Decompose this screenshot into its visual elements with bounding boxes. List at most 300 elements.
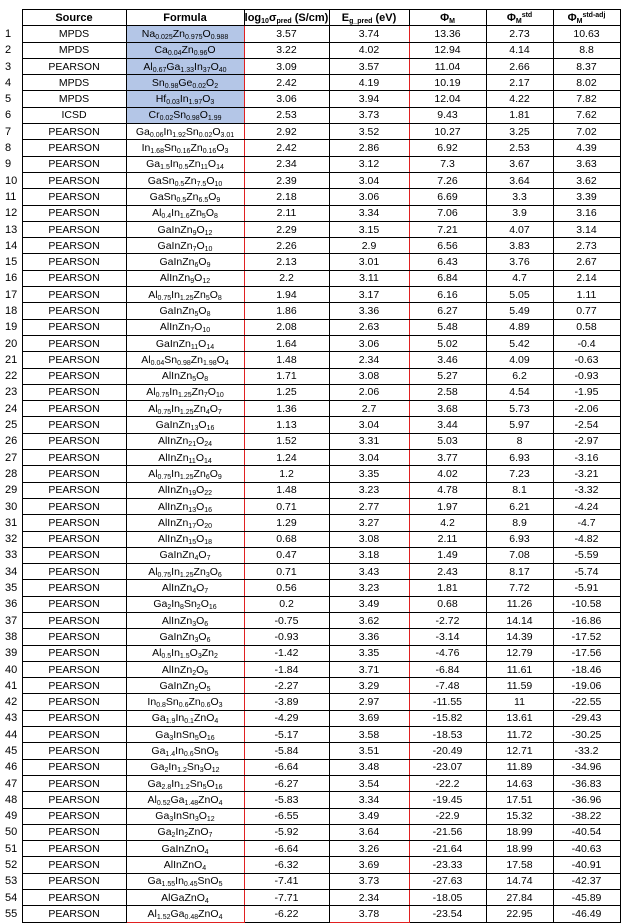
table-row	[3, 384, 620, 400]
source-cell: PEARSON	[22, 727, 126, 743]
log-conductivity-cell: 2.29	[244, 221, 329, 237]
formula-cell	[126, 612, 244, 628]
formula-element: ZnO	[198, 907, 219, 920]
bandgap-cell: 4.02	[329, 42, 409, 58]
bandgap-cell: 2.77	[329, 498, 409, 514]
log-conductivity-cell: 2.39	[244, 172, 329, 188]
source-cell: PEARSON	[22, 906, 126, 922]
formula-subscript: 0.02	[159, 115, 174, 123]
table-row	[3, 91, 620, 107]
phi-std-adj-cell: -5.74	[553, 564, 620, 580]
phi-std-adj-cell: 2.14	[553, 270, 620, 286]
bandgap-cell: 3.04	[329, 417, 409, 433]
source-cell: PEARSON	[22, 368, 126, 384]
formula-subscript: 14	[216, 164, 224, 172]
formula-subscript: 10	[214, 180, 223, 188]
row-index: 2	[5, 44, 12, 57]
table-row	[3, 515, 620, 531]
formula-subscript: 7	[208, 832, 213, 840]
formula-subscript: 7	[203, 392, 208, 400]
table-row	[3, 466, 620, 482]
table-row	[3, 482, 620, 498]
table-row	[3, 808, 620, 824]
formula-element: O	[198, 256, 207, 269]
row-index: 35	[5, 582, 18, 595]
source-cell: PEARSON	[22, 808, 126, 824]
phi-std-adj-cell: -17.52	[553, 629, 620, 645]
formula-subscript: 2.8	[161, 783, 172, 791]
phi-cell: 6.69	[409, 189, 486, 205]
log-conductivity-cell: -0.93	[244, 629, 329, 645]
phi-std-cell: 17.51	[486, 792, 553, 808]
formula-element: In	[175, 712, 185, 725]
source-cell: PEARSON	[22, 824, 126, 840]
log-conductivity-cell: 3.57	[244, 26, 329, 42]
formula-subscript: 0.1	[184, 718, 194, 726]
log-conductivity-cell: 0.71	[244, 498, 329, 514]
formula-element: In	[175, 875, 184, 888]
phi-cell: 1.49	[409, 547, 486, 563]
formula-subscript: 10	[204, 245, 213, 253]
formula-subscript: 1.25	[179, 408, 194, 416]
formula-element: Ga	[170, 793, 185, 806]
log-conductivity-cell: 2.92	[244, 124, 329, 140]
phi-std-cell: 13.61	[486, 710, 553, 726]
formula-cell	[126, 857, 244, 873]
formula-element: O	[199, 109, 208, 122]
phi-cell: -11.55	[409, 694, 486, 710]
phi-std-cell: 14.63	[486, 775, 553, 791]
phi-std-adj-cell: 10.63	[553, 26, 620, 42]
log-conductivity-cell: 2.18	[244, 189, 329, 205]
formula-subscript: 16	[204, 506, 213, 514]
phi-std-cell: 6.93	[486, 450, 553, 466]
formula-cell	[126, 515, 244, 531]
formula-subscript: 0.6	[183, 751, 194, 758]
formula-element: O	[206, 76, 215, 89]
formula-subscript: 7	[190, 327, 195, 335]
phi-cell: -23.07	[409, 759, 486, 775]
row-index: 4	[5, 76, 12, 89]
source-cell: PEARSON	[22, 498, 126, 514]
formula-element: O	[195, 451, 204, 464]
row-index: 17	[5, 288, 18, 301]
table-row	[3, 189, 620, 205]
bandgap-cell: 3.23	[329, 482, 409, 498]
phi-std-adj-cell: -19.06	[553, 678, 620, 694]
formula-subscript: 1.52	[156, 913, 171, 921]
source-cell: PEARSON	[22, 270, 126, 286]
formula-subscript: 12	[202, 278, 211, 286]
formula-element: O	[200, 598, 209, 611]
formula-element: O	[207, 386, 216, 399]
row-index: 40	[5, 663, 18, 676]
log-conductivity-cell: 0.68	[244, 531, 329, 547]
formula-element: Al	[148, 467, 158, 480]
header-formula: Formula	[126, 10, 244, 26]
row-index: 1	[5, 27, 12, 40]
formula-subscript: 0.52	[156, 799, 171, 807]
table-row	[3, 743, 620, 759]
bandgap-cell: 3.36	[329, 303, 409, 319]
header-index	[3, 10, 22, 26]
formula-element: Al	[152, 647, 162, 660]
source-cell: PEARSON	[22, 629, 126, 645]
formula-subscript: 7	[206, 555, 211, 563]
log-conductivity-cell: 0.56	[244, 580, 329, 596]
formula-subscript: 1.33	[180, 66, 195, 74]
formula-subscript: 0.75	[155, 392, 170, 400]
formula-subscript: 6	[204, 620, 209, 628]
bandgap-cell: 3.11	[329, 270, 409, 286]
phi-cell: 10.19	[409, 75, 486, 91]
formula-element: GaInZn	[155, 419, 191, 432]
formula-element: In	[168, 761, 178, 774]
bandgap-cell: 3.43	[329, 564, 409, 580]
phi-std-cell: 4.22	[486, 91, 553, 107]
phi-cell: 2.11	[409, 531, 486, 547]
formula-element: In	[179, 93, 189, 106]
formula-element: AlInZn	[157, 516, 189, 529]
source-cell: PEARSON	[22, 694, 126, 710]
phi-std-cell: 6.21	[486, 498, 553, 514]
formula-element: O	[198, 304, 207, 317]
bandgap-cell: 3.01	[329, 254, 409, 270]
phi-std-adj-cell: -10.58	[553, 596, 620, 612]
source-cell: PEARSON	[22, 515, 126, 531]
source-cell: PEARSON	[22, 140, 126, 156]
phi-cell: -3.14	[409, 629, 486, 645]
phi-std-adj-cell: -36.96	[553, 792, 620, 808]
row-index: 44	[5, 728, 18, 741]
log-conductivity-cell: 1.94	[244, 287, 329, 303]
log-conductivity-cell: -5.84	[244, 743, 329, 759]
formula-subscript: 3	[197, 653, 202, 661]
table-row	[3, 547, 620, 563]
formula-subscript: 37	[202, 66, 211, 74]
log-conductivity-cell: 1.2	[244, 466, 329, 482]
formula-element: Zn	[201, 647, 214, 660]
phi-std-cell: 4.14	[486, 42, 553, 58]
formula-subscript: 22	[204, 490, 213, 498]
phi-std-adj-cell: -2.54	[553, 417, 620, 433]
formula-element: Hf	[155, 93, 167, 106]
phi-std-cell: 4.07	[486, 221, 553, 237]
formula-cell	[126, 873, 244, 889]
formula-subscript: 11	[200, 164, 208, 172]
formula-subscript: 12	[204, 229, 213, 237]
row-index: 15	[5, 256, 18, 269]
row-index: 11	[5, 190, 17, 203]
formula-element: AlInZn	[159, 321, 191, 334]
formula-element: O	[196, 239, 205, 252]
formula-subscript: 0.6	[178, 702, 189, 710]
formula-subscript: 20	[204, 522, 213, 530]
phi-std-cell: 1.81	[486, 107, 553, 123]
formula-subscript: 3	[199, 767, 204, 775]
row-index: 47	[5, 777, 18, 790]
phi-cell: 11.04	[409, 58, 486, 74]
formula-subscript: 24	[204, 441, 213, 449]
formula-element: GaInZn	[159, 256, 195, 269]
formula-cell	[126, 107, 244, 123]
formula-cell	[126, 661, 244, 677]
formula-subscript: 1.2	[180, 783, 190, 791]
log-conductivity-cell: -5.92	[244, 824, 329, 840]
phi-std-adj-cell: -40.91	[553, 857, 620, 873]
formula-subscript: 16	[206, 425, 215, 433]
formula-subscript: 2	[167, 604, 172, 612]
phi-std-cell: 2.17	[486, 75, 553, 91]
table-row	[3, 75, 620, 91]
table-row	[3, 401, 620, 417]
phi-std-cell: 7.08	[486, 547, 553, 563]
phi-std-adj-cell: -45.89	[553, 890, 620, 906]
row-index: 21	[5, 353, 18, 366]
phi-cell: 4.78	[409, 482, 486, 498]
formula-cell	[126, 124, 244, 140]
formula-element: GaSn	[149, 190, 177, 203]
table-row	[3, 661, 620, 677]
formula-element: GaInZn	[159, 679, 195, 692]
bandgap-cell: 3.78	[329, 906, 409, 922]
table-row	[3, 629, 620, 645]
row-index: 14	[5, 239, 18, 252]
formula-element: AlInZn	[159, 272, 191, 285]
formula-element: O	[189, 647, 198, 660]
phi-std-cell: 12.79	[486, 645, 553, 661]
formula-element: GaInZn	[157, 223, 193, 236]
source-cell: MPDS	[22, 42, 126, 58]
formula-element: SnO	[193, 745, 215, 757]
phi-cell: 12.94	[409, 42, 486, 58]
table-row	[3, 890, 620, 906]
log-conductivity-cell: -4.29	[244, 710, 329, 726]
formula-subscript: 1.55	[161, 881, 176, 889]
formula-element: In	[163, 125, 173, 138]
bandgap-cell: 3.34	[329, 792, 409, 808]
row-index: 25	[5, 419, 18, 432]
formula-subscript: 1.97	[188, 99, 203, 107]
table-row	[3, 873, 620, 889]
log-conductivity-cell: 2.2	[244, 270, 329, 286]
log-conductivity-cell: 2.26	[244, 238, 329, 254]
phi-cell: 5.48	[409, 319, 486, 335]
bandgap-cell: 3.54	[329, 775, 409, 791]
bandgap-cell: 2.34	[329, 352, 409, 368]
log-conductivity-cell: -5.17	[244, 727, 329, 743]
formula-cell	[126, 727, 244, 743]
formula-element: O	[206, 174, 215, 187]
source-cell: PEARSON	[22, 645, 126, 661]
log-conductivity-cell: 2.11	[244, 205, 329, 221]
formula-subscript: 1.98	[203, 359, 217, 367]
table-row	[3, 156, 620, 172]
formula-subscript: 12	[206, 816, 215, 824]
phi-cell: 3.44	[409, 417, 486, 433]
source-cell: PEARSON	[22, 156, 126, 172]
row-index: 49	[5, 810, 18, 823]
row-index: 5	[5, 93, 12, 106]
formula-cell	[126, 596, 244, 612]
source-cell: PEARSON	[22, 564, 126, 580]
formula-element: GaInZn	[155, 337, 191, 350]
source-cell: PEARSON	[22, 433, 126, 449]
phi-std-cell: 3.64	[486, 172, 553, 188]
source-cell: PEARSON	[22, 319, 126, 335]
formula-subscript: 1.48	[184, 799, 199, 807]
bandgap-cell: 3.69	[329, 857, 409, 873]
row-index: 29	[5, 484, 18, 497]
phi-cell: 3.46	[409, 352, 486, 368]
formula-element: O	[194, 272, 203, 285]
phi-std-adj-cell: -36.83	[553, 775, 620, 791]
phi-std-cell: 15.32	[486, 808, 553, 824]
phi-std-adj-cell: -2.97	[553, 433, 620, 449]
formula-subscript: 0.02	[192, 82, 207, 90]
bandgap-cell: 3.35	[329, 645, 409, 661]
phi-cell: -15.82	[409, 710, 486, 726]
table-row	[3, 335, 620, 351]
formula-element: O	[209, 467, 218, 480]
formula-element: Ga	[147, 875, 162, 888]
formula-subscript: 16	[214, 783, 223, 791]
formula-subscript: 16	[208, 604, 217, 612]
formula-subscript: 0.16	[202, 148, 217, 156]
bandgap-cell: 3.29	[329, 678, 409, 694]
table-row	[3, 857, 620, 873]
header-bandgap: $E_{g\_pred}$ (eV)	[329, 10, 409, 26]
row-index: 53	[5, 875, 18, 888]
source-cell: PEARSON	[22, 401, 126, 417]
phi-std-adj-cell: 7.82	[553, 91, 620, 107]
formula-element: O	[198, 728, 207, 741]
table-row	[3, 140, 620, 156]
phi-std-cell: 11.72	[486, 727, 553, 743]
formula-element: Al	[148, 288, 158, 301]
formula-element: Zn	[184, 174, 197, 187]
formula-element: AlInZnO	[163, 859, 203, 872]
formula-element: Sn	[173, 109, 187, 122]
formula-subscript: 5	[194, 310, 199, 318]
phi-std-adj-cell: -3.16	[553, 450, 620, 466]
formula-cell	[126, 401, 244, 417]
phi-std-adj-cell: 1.11	[553, 287, 620, 303]
formula-element: O	[210, 696, 219, 709]
log-conductivity-cell: -6.27	[244, 775, 329, 791]
table-row	[3, 368, 620, 384]
formula-subscript: 4	[202, 865, 207, 873]
formula-element: O	[209, 288, 218, 301]
formula-subscript: 5	[201, 213, 206, 221]
log-conductivity-cell: -7.41	[244, 873, 329, 889]
source-cell: PEARSON	[22, 873, 126, 889]
phi-std-adj-cell: 8.37	[553, 58, 620, 74]
table-row	[3, 645, 620, 661]
phi-std-cell: 4.54	[486, 384, 553, 400]
phi-std-adj-cell: -42.37	[553, 873, 620, 889]
table-row	[3, 417, 620, 433]
formula-element: Na	[141, 27, 156, 40]
formula-cell	[126, 270, 244, 286]
phi-std-adj-cell: 3.62	[553, 172, 620, 188]
formula-element: Ga	[151, 745, 166, 757]
row-index: 50	[5, 826, 18, 839]
bandgap-cell: 3.23	[329, 580, 409, 596]
log-conductivity-cell: 1.48	[244, 352, 329, 368]
source-cell: PEARSON	[22, 238, 126, 254]
formula-cell	[126, 450, 244, 466]
phi-std-adj-cell: 7.62	[553, 107, 620, 123]
formula-element: ZnO	[193, 712, 215, 725]
bandgap-cell: 3.48	[329, 759, 409, 775]
formula-subscript: 5	[192, 376, 197, 384]
log-conductivity-cell: 1.25	[244, 384, 329, 400]
row-index: 42	[5, 696, 18, 709]
formula-cell	[126, 156, 244, 172]
formula-subscript: 5	[218, 881, 223, 889]
row-index: 24	[5, 402, 18, 415]
formula-subscript: 0.6	[200, 702, 211, 710]
formula-element: O	[209, 565, 218, 578]
formula-cell	[126, 531, 244, 547]
formula-subscript: 1.25	[179, 473, 194, 481]
bandgap-cell: 3.57	[329, 58, 409, 74]
table-row	[3, 612, 620, 628]
table-row	[3, 287, 620, 303]
formula-subscript: 9	[190, 278, 195, 286]
source-cell: PEARSON	[22, 303, 126, 319]
table-row	[3, 564, 620, 580]
formula-subscript: 9	[192, 229, 197, 237]
formula-subscript: 8	[204, 376, 209, 384]
formula-subscript: 6	[205, 473, 210, 481]
formula-subscript: 3	[210, 99, 215, 107]
bandgap-cell: 3.52	[329, 124, 409, 140]
header-row	[3, 10, 620, 26]
formula-element: ZnO	[188, 826, 209, 839]
bandgap-cell: 3.73	[329, 107, 409, 123]
bandgap-cell: 3.18	[329, 547, 409, 563]
formula-cell	[126, 254, 244, 270]
formula-element: Zn	[181, 44, 194, 57]
phi-cell: -21.56	[409, 824, 486, 840]
formula-cell	[126, 221, 244, 237]
formula-cell	[126, 384, 244, 400]
formula-element: Ga	[166, 60, 181, 73]
source-cell: PEARSON	[22, 482, 126, 498]
formula-subscript: 7.5	[196, 180, 207, 188]
formula-cell	[126, 205, 244, 221]
row-index: 26	[5, 435, 18, 448]
table-row	[3, 694, 620, 710]
formula-subscript: 3	[194, 816, 199, 824]
bandgap-cell: 2.63	[329, 319, 409, 335]
formula-subscript: 0.5	[178, 164, 189, 172]
formula-cell	[126, 498, 244, 514]
bandgap-cell: 3.94	[329, 91, 409, 107]
formula-element: O	[196, 663, 205, 676]
row-index: 6	[5, 109, 12, 122]
source-cell: PEARSON	[22, 775, 126, 791]
formula-element: O	[194, 321, 203, 334]
formula-subscript: 0.67	[152, 66, 167, 74]
formula-element: Ga	[155, 728, 170, 741]
formula-subscript: 6	[206, 636, 211, 644]
formula-subscript: 16	[206, 734, 215, 742]
bandgap-cell: 3.27	[329, 515, 409, 531]
formula-cell	[126, 629, 244, 645]
